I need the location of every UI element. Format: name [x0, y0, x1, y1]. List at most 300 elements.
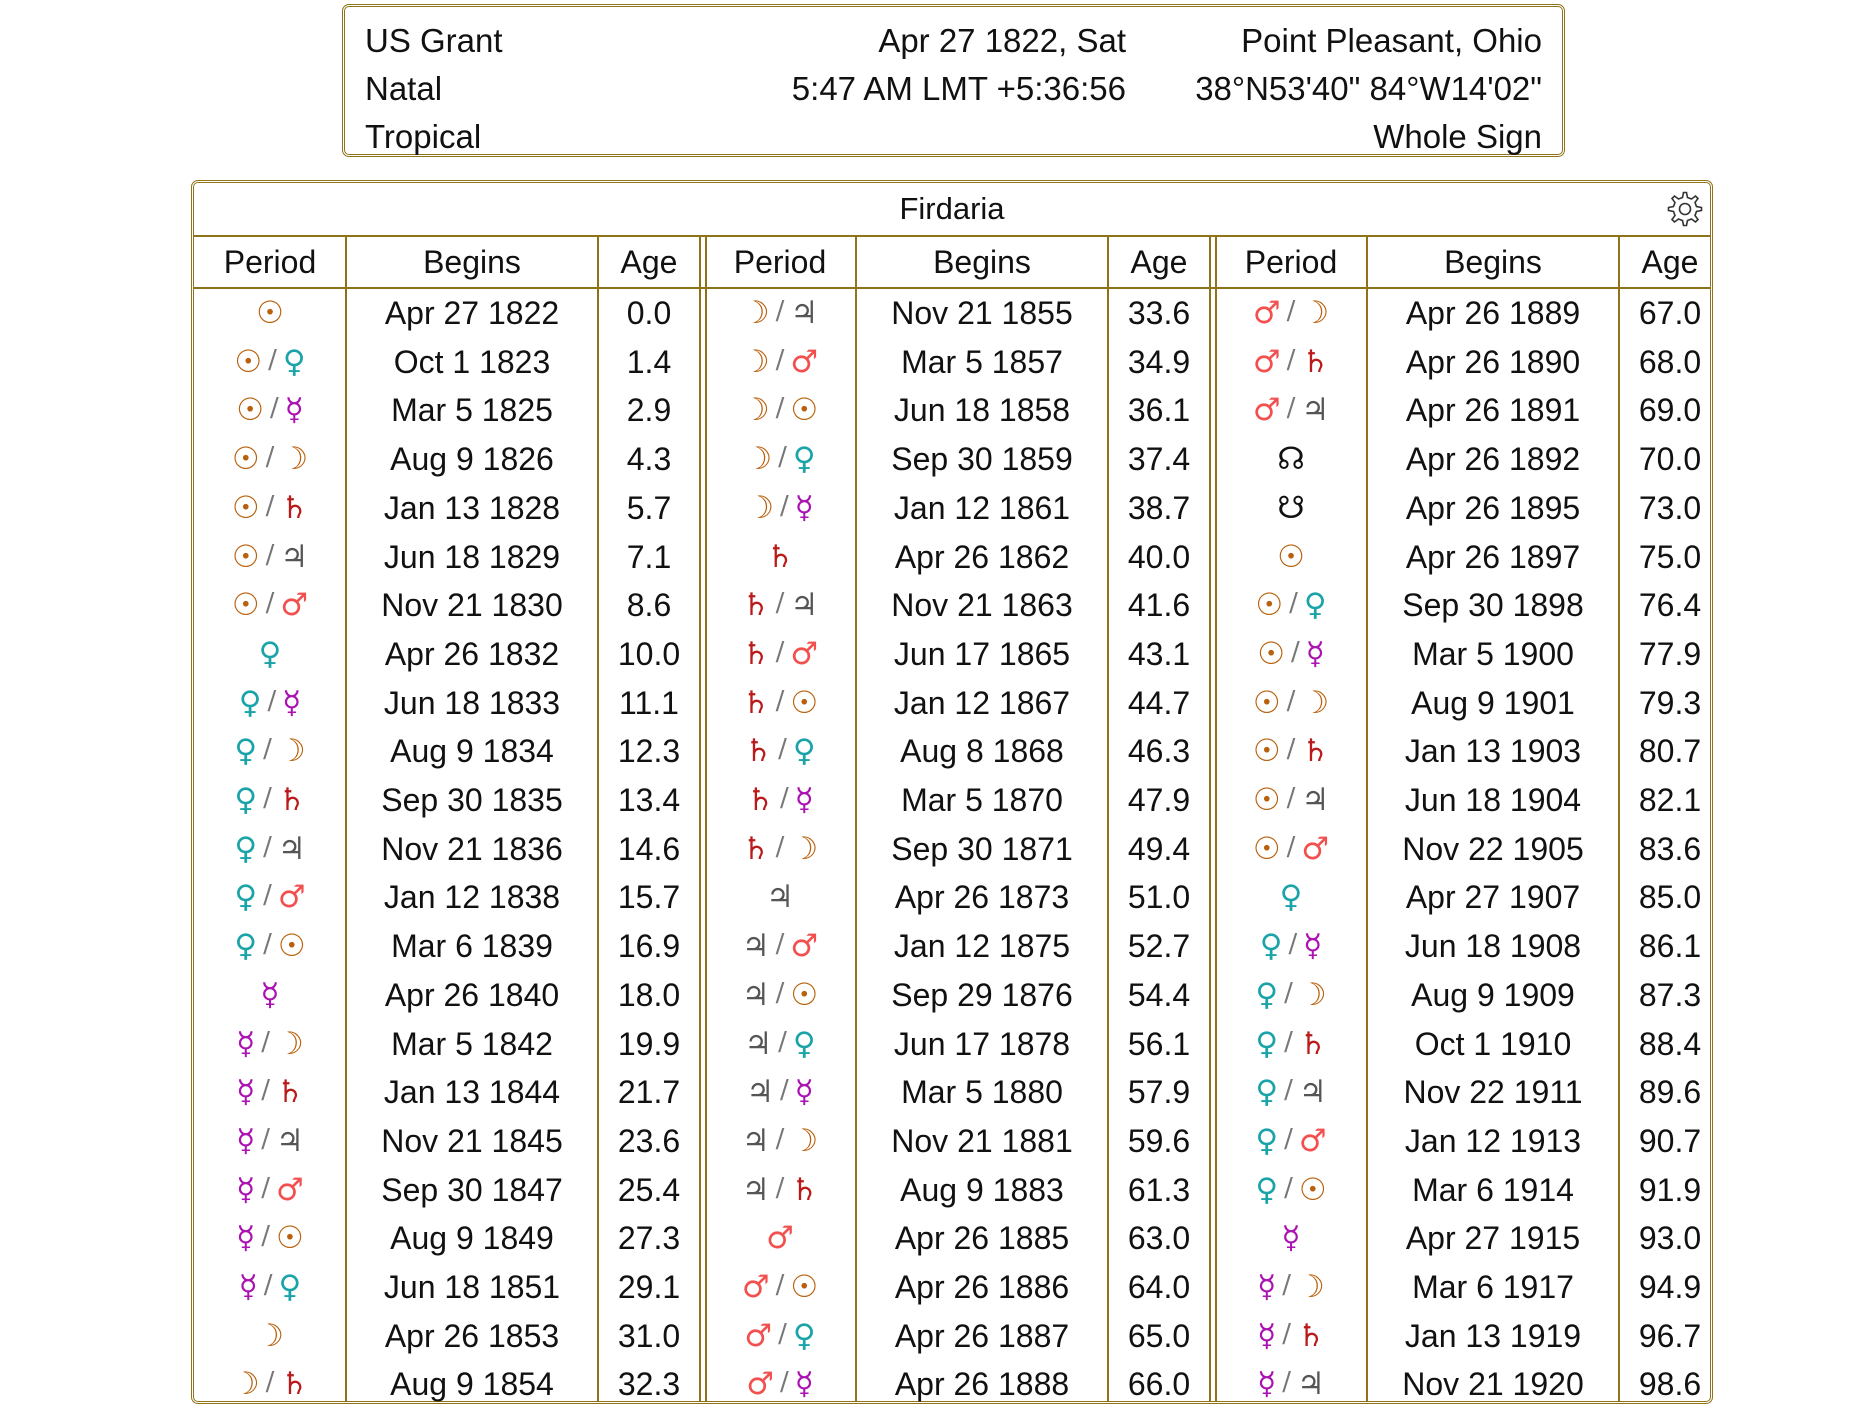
period-separator: /: [780, 490, 789, 521]
begins-cell: Mar 5 1857: [901, 343, 1063, 380]
begins-cell: Jan 12 1867: [893, 684, 1071, 721]
begins-cell: Nov 21 1830: [381, 587, 563, 624]
venus-icon: ♀: [1259, 928, 1283, 965]
period-cell: [1215, 873, 1367, 921]
period-separator: /: [778, 442, 787, 473]
age-cell: 14.6: [617, 830, 681, 867]
period-cell: [194, 727, 346, 775]
period-cell: [704, 581, 856, 629]
jupiter-icon: ♃: [741, 1171, 770, 1208]
period-cell: [704, 1020, 856, 1068]
begins-cell: Sep 30 1859: [891, 441, 1073, 478]
gear-icon[interactable]: [1666, 191, 1704, 229]
period-cell: [1215, 338, 1367, 386]
birth-place: Point Pleasant, Ohio: [1241, 22, 1542, 59]
period-separator: /: [261, 1075, 270, 1106]
column-header-begins: Begins: [1444, 244, 1542, 280]
period-cell: [194, 1166, 346, 1214]
period-separator: /: [261, 1221, 270, 1252]
period-cell: [704, 1068, 856, 1116]
begins-cell: Apr 27 1907: [1405, 879, 1581, 916]
begins-cell: Aug 9 1901: [1411, 684, 1575, 721]
jupiter-icon: ♃: [790, 587, 819, 624]
begins-cell: Mar 5 1825: [391, 392, 553, 429]
mercury-icon: ☿: [1257, 1269, 1277, 1305]
age-cell: 73.0: [1638, 489, 1702, 526]
venus-icon: ♀: [1255, 1074, 1279, 1111]
venus-icon: ♀: [1255, 976, 1279, 1013]
period-cell: [704, 435, 856, 483]
venus-icon: ♀: [234, 928, 258, 965]
sun-icon: ☉: [236, 392, 264, 429]
period-separator: /: [1286, 296, 1296, 326]
age-cell: 0.0: [626, 295, 672, 331]
period-cell: [194, 630, 346, 678]
period-cell: [194, 1117, 346, 1165]
header-row-2: [365, 65, 1542, 113]
age-cell: 70.0: [1638, 441, 1702, 478]
firdaria-panel: [191, 180, 1713, 1404]
sun-icon: ☉: [277, 928, 306, 965]
period-cell: [194, 776, 346, 824]
period-separator: /: [263, 831, 272, 862]
mars-icon: ♂: [766, 1220, 794, 1257]
period-cell: [1215, 1360, 1367, 1408]
age-cell: 61.3: [1127, 1171, 1191, 1208]
period-separator: /: [775, 977, 785, 1008]
sun-icon: ☉: [790, 684, 819, 721]
person-name: US Grant: [365, 22, 503, 59]
period-separator: /: [1286, 393, 1296, 424]
begins-cell: Apr 26 1873: [894, 879, 1070, 916]
venus-icon: ♀: [792, 441, 816, 478]
period-cell: [1215, 533, 1367, 581]
begins-cell: Apr 26 1892: [1405, 441, 1581, 478]
begins-cell: Jun 18 1908: [1404, 928, 1582, 965]
period-separator: /: [780, 783, 789, 813]
age-cell: 19.9: [617, 1025, 681, 1062]
period-cell: [704, 484, 856, 532]
age-cell: 89.6: [1638, 1074, 1702, 1111]
period-separator: /: [1288, 929, 1298, 960]
chart-type: Natal: [365, 70, 443, 107]
age-cell: 12.3: [617, 733, 681, 770]
period-separator: /: [775, 296, 785, 326]
period-separator: /: [265, 539, 275, 570]
begins-cell: Apr 26 1889: [1405, 295, 1581, 331]
begins-cell: Aug 9 1826: [390, 441, 554, 478]
period-cell: [1215, 289, 1367, 337]
begins-cell: Apr 26 1890: [1405, 343, 1581, 380]
period-cell: [704, 679, 856, 727]
age-cell: 4.3: [626, 441, 672, 478]
moon-icon: ☽: [790, 830, 819, 867]
moon-icon: ☽: [744, 441, 773, 478]
period-cell: [194, 1214, 346, 1262]
period-cell: [1215, 386, 1367, 434]
saturn-icon: ♄: [741, 635, 770, 672]
moon-icon: ☽: [256, 1317, 284, 1354]
birth-time: 5:47 AM LMT +5:36:56: [791, 70, 1126, 107]
period-cell: [1215, 1263, 1367, 1311]
begins-cell: Apr 26 1885: [894, 1220, 1070, 1257]
begins-cell: Nov 21 1836: [381, 830, 563, 867]
column-header-age: Age: [620, 244, 678, 280]
period-separator: /: [265, 490, 275, 521]
begins-cell: Apr 27 1915: [1405, 1220, 1581, 1257]
moon-icon: ☽: [231, 1366, 260, 1403]
venus-icon: ♀: [258, 635, 282, 672]
mercury-icon: ☿: [236, 1122, 256, 1159]
period-separator: /: [1286, 685, 1296, 716]
period-cell: [194, 873, 346, 921]
period-separator: /: [1284, 1123, 1293, 1154]
period-separator: /: [778, 734, 787, 765]
begins-cell: Nov 21 1881: [891, 1122, 1073, 1159]
sun-icon: ☉: [1277, 538, 1305, 575]
age-cell: 93.0: [1638, 1220, 1702, 1257]
moon-icon: ☽: [741, 295, 770, 331]
period-separator: /: [775, 685, 785, 716]
period-cell: [704, 922, 856, 970]
saturn-icon: ♄: [741, 587, 770, 624]
mars-icon: ♂: [790, 343, 819, 380]
begins-cell: Mar 5 1870: [901, 782, 1063, 818]
period-separator: /: [1284, 1026, 1293, 1057]
age-cell: 25.4: [617, 1171, 681, 1208]
begins-cell: Sep 30 1898: [1402, 587, 1584, 624]
venus-icon: ♀: [234, 879, 258, 916]
venus-icon: ♀: [234, 733, 258, 770]
sun-icon: ☉: [1252, 733, 1281, 770]
mercury-icon: ☿: [1305, 635, 1325, 672]
begins-cell: Jun 18 1851: [383, 1269, 561, 1305]
mercury-icon: ☿: [238, 1269, 258, 1305]
period-cell: [704, 1214, 856, 1262]
begins-cell: Jan 13 1919: [1404, 1317, 1582, 1354]
begins-cell: Sep 30 1871: [891, 830, 1073, 867]
period-cell: [194, 1360, 346, 1408]
sun-icon: ☉: [256, 295, 284, 331]
period-cell: [1215, 630, 1367, 678]
period-separator: /: [780, 1075, 789, 1106]
period-cell: [1215, 1166, 1367, 1214]
age-cell: 68.0: [1638, 343, 1702, 380]
age-cell: 83.6: [1638, 830, 1702, 867]
mercury-icon: ☿: [236, 1171, 256, 1208]
age-cell: 1.4: [626, 343, 672, 380]
period-separator: /: [268, 344, 277, 375]
age-cell: 10.0: [617, 635, 681, 672]
begins-cell: Nov 21 1863: [891, 587, 1073, 624]
begins-cell: Aug 9 1883: [900, 1171, 1064, 1208]
period-cell: [704, 289, 856, 337]
zodiac-type: Tropical: [365, 118, 482, 155]
period-cell: [194, 825, 346, 873]
begins-cell: Aug 8 1868: [900, 733, 1064, 770]
period-separator: /: [1284, 1172, 1293, 1203]
age-cell: 18.0: [617, 976, 681, 1013]
jupiter-icon: ♃: [280, 538, 309, 575]
age-cell: 63.0: [1127, 1220, 1191, 1257]
begins-cell: Jan 12 1913: [1404, 1122, 1582, 1159]
moon-icon: ☽: [276, 1025, 304, 1062]
venus-icon: ♀: [1255, 1025, 1279, 1062]
mars-icon: ♂: [746, 1366, 774, 1403]
age-cell: 59.6: [1127, 1122, 1191, 1159]
age-cell: 32.3: [617, 1366, 681, 1403]
period-cell: [1215, 435, 1367, 483]
mars-icon: ♂: [1252, 343, 1281, 380]
column-header-begins: Begins: [423, 244, 521, 280]
period-separator: /: [265, 1367, 275, 1398]
period-cell: [194, 1263, 346, 1311]
period-cell: [1215, 1068, 1367, 1116]
age-cell: 98.6: [1638, 1366, 1702, 1403]
moon-icon: ☽: [746, 489, 774, 526]
jupiter-icon: ♃: [1301, 392, 1330, 429]
venus-icon: ♀: [282, 343, 306, 380]
begins-cell: Mar 6 1914: [1412, 1171, 1574, 1208]
jupiter-icon: ♃: [277, 830, 306, 867]
column-header-period: Period: [223, 244, 317, 280]
period-cell: [1215, 679, 1367, 727]
age-cell: 94.9: [1638, 1269, 1702, 1305]
period-cell: [704, 727, 856, 775]
period-cell: [704, 1166, 856, 1214]
period-cell: [194, 533, 346, 581]
column-header-age: Age: [1130, 244, 1188, 280]
saturn-icon: ♄: [744, 733, 773, 770]
period-separator: /: [775, 393, 785, 424]
age-cell: 51.0: [1127, 879, 1191, 916]
jupiter-icon: ♃: [744, 1025, 773, 1062]
venus-icon: ♀: [1303, 587, 1327, 624]
period-cell: [1215, 1214, 1367, 1262]
period-cell: [1215, 1117, 1367, 1165]
period-cell: [1215, 776, 1367, 824]
age-cell: 85.0: [1638, 879, 1702, 916]
mars-icon: ♂: [277, 879, 306, 916]
saturn-icon: ♄: [1298, 1025, 1327, 1062]
begins-cell: Apr 26 1886: [894, 1269, 1070, 1305]
sun-icon: ☉: [231, 489, 260, 526]
mercury-icon: ☿: [284, 392, 304, 429]
venus-icon: ♀: [792, 1317, 816, 1354]
begins-cell: Apr 26 1887: [894, 1317, 1070, 1354]
begins-cell: Jan 13 1844: [383, 1074, 561, 1111]
age-cell: 23.6: [617, 1122, 681, 1159]
period-separator: /: [780, 1367, 789, 1398]
venus-icon: ♀: [792, 1025, 816, 1062]
mars-icon: ♂: [1252, 392, 1281, 429]
moon-icon: ☽: [1301, 295, 1330, 331]
period-cell: [1215, 581, 1367, 629]
begins-cell: Jan 12 1838: [383, 879, 561, 916]
mercury-icon: ☿: [1257, 1366, 1277, 1403]
column-header-begins: Begins: [933, 244, 1031, 280]
begins-cell: Jan 13 1903: [1404, 733, 1582, 770]
saturn-icon: ♄: [790, 1171, 819, 1208]
period-cell: [194, 435, 346, 483]
sun-icon: ☉: [1252, 782, 1281, 818]
begins-cell: Mar 5 1880: [901, 1074, 1063, 1111]
mars-icon: ♂: [741, 1269, 770, 1305]
jupiter-icon: ♃: [1297, 1366, 1325, 1403]
saturn-icon: ♄: [1301, 343, 1330, 380]
saturn-icon: ♄: [280, 1366, 309, 1403]
age-cell: 46.3: [1127, 733, 1191, 770]
age-cell: 7.1: [626, 538, 672, 575]
jupiter-icon: ♃: [766, 879, 794, 916]
begins-cell: Jun 17 1878: [893, 1025, 1071, 1062]
age-cell: 34.9: [1127, 343, 1191, 380]
period-cell: [1215, 971, 1367, 1019]
mercury-icon: ☿: [794, 1074, 814, 1111]
period-separator: /: [778, 1318, 787, 1349]
sun-icon: ☉: [1255, 587, 1284, 624]
age-cell: 76.4: [1638, 587, 1702, 624]
begins-cell: Oct 1 1910: [1414, 1025, 1572, 1062]
mercury-icon: ☿: [282, 684, 302, 721]
period-cell: [1215, 484, 1367, 532]
period-cell: [194, 679, 346, 727]
period-separator: /: [1286, 783, 1296, 813]
period-separator: /: [775, 929, 785, 960]
period-cell: [704, 873, 856, 921]
begins-cell: Aug 9 1849: [390, 1220, 554, 1257]
age-cell: 27.3: [617, 1220, 681, 1257]
column-header-period: Period: [733, 244, 827, 280]
period-cell: [194, 338, 346, 386]
moon-icon: ☽: [1298, 976, 1327, 1013]
begins-cell: Nov 21 1845: [381, 1122, 563, 1159]
period-separator: /: [775, 1123, 785, 1154]
period-separator: /: [775, 831, 785, 862]
age-cell: 31.0: [617, 1317, 681, 1354]
age-cell: 41.6: [1127, 587, 1191, 624]
mercury-icon: ☿: [1281, 1220, 1301, 1257]
period-cell: [1215, 922, 1367, 970]
age-cell: 66.0: [1127, 1366, 1191, 1403]
mars-icon: ♂: [744, 1317, 773, 1354]
mercury-icon: ☿: [260, 976, 280, 1013]
begins-cell: Apr 26 1895: [1405, 489, 1581, 526]
sun-icon: ☉: [1298, 1171, 1327, 1208]
begins-cell: Jun 17 1865: [893, 635, 1071, 672]
period-cell: [704, 338, 856, 386]
age-cell: 91.9: [1638, 1171, 1702, 1208]
begins-cell: Nov 22 1911: [1403, 1074, 1583, 1111]
period-cell: [704, 533, 856, 581]
age-cell: 69.0: [1638, 392, 1702, 429]
sun-icon: ☉: [1252, 830, 1281, 867]
period-cell: [704, 1117, 856, 1165]
period-separator: /: [261, 1123, 270, 1154]
column-header-period: Period: [1244, 244, 1338, 280]
mercury-icon: ☿: [794, 489, 814, 526]
moon-icon: ☽: [1297, 1269, 1325, 1305]
period-separator: /: [265, 442, 275, 473]
sun-icon: ☉: [790, 1269, 819, 1305]
age-cell: 49.4: [1127, 830, 1191, 867]
venus-icon: ♀: [234, 782, 258, 818]
age-cell: 82.1: [1638, 782, 1702, 818]
period-separator: /: [263, 880, 272, 911]
moon-icon: ☽: [280, 441, 309, 478]
period-cell: [194, 581, 346, 629]
age-cell: 40.0: [1127, 538, 1191, 575]
period-separator: /: [261, 1172, 270, 1203]
begins-cell: Sep 30 1835: [381, 782, 563, 818]
sun-icon: ☉: [231, 441, 260, 478]
period-separator: /: [1286, 344, 1296, 375]
venus-icon: ♀: [234, 830, 258, 867]
mars-icon: ♂: [280, 587, 309, 624]
chart-info-header: [342, 4, 1565, 157]
period-cell: [704, 386, 856, 434]
period-separator: /: [775, 636, 785, 667]
begins-cell: Sep 29 1876: [891, 976, 1073, 1013]
begins-cell: Aug 9 1854: [390, 1366, 554, 1403]
age-cell: 54.4: [1127, 976, 1191, 1013]
period-separator: /: [263, 929, 272, 960]
begins-cell: Apr 26 1832: [384, 635, 560, 672]
age-cell: 11.1: [619, 684, 679, 721]
begins-cell: Apr 26 1888: [894, 1366, 1070, 1403]
begins-cell: Apr 26 1862: [894, 538, 1070, 575]
period-cell: [704, 630, 856, 678]
age-cell: 44.7: [1127, 684, 1191, 721]
period-cell: [704, 1360, 856, 1408]
jupiter-icon: ♃: [741, 1122, 770, 1159]
period-separator: /: [775, 1270, 785, 1300]
panel-title: Firdaria: [899, 191, 1005, 226]
sun-icon: ☉: [1257, 635, 1285, 672]
mercury-icon: ☿: [1257, 1317, 1277, 1354]
period-cell: [194, 484, 346, 532]
period-cell: [704, 1312, 856, 1360]
age-cell: 96.7: [1638, 1317, 1702, 1354]
sun-icon: ☉: [790, 976, 819, 1013]
age-cell: 86.1: [1638, 928, 1702, 965]
begins-cell: Apr 26 1853: [384, 1317, 560, 1354]
age-cell: 57.9: [1127, 1074, 1191, 1111]
begins-cell: Aug 9 1834: [390, 733, 554, 770]
age-cell: 90.7: [1638, 1122, 1702, 1159]
period-separator: /: [1291, 636, 1300, 667]
age-cell: 52.7: [1127, 928, 1191, 965]
period-separator: /: [267, 685, 277, 716]
sun-icon: ☉: [790, 392, 819, 429]
period-separator: /: [1282, 1270, 1291, 1300]
period-separator: /: [263, 1270, 273, 1300]
jupiter-icon: ♃: [276, 1122, 304, 1159]
begins-cell: Oct 1 1823: [393, 343, 551, 380]
period-cell: [704, 1263, 856, 1311]
begins-cell: Jun 18 1904: [1404, 782, 1582, 818]
mercury-icon: ☿: [794, 782, 814, 818]
period-separator: /: [1284, 1075, 1293, 1106]
jupiter-icon: ♃: [790, 295, 819, 331]
begins-cell: Apr 26 1891: [1405, 392, 1581, 429]
age-cell: 13.4: [617, 782, 681, 818]
begins-cell: Apr 26 1897: [1405, 538, 1581, 575]
period-separator: /: [261, 1026, 270, 1057]
sun-icon: ☉: [231, 587, 260, 624]
period-cell: [704, 776, 856, 824]
age-cell: 15.7: [617, 879, 681, 916]
